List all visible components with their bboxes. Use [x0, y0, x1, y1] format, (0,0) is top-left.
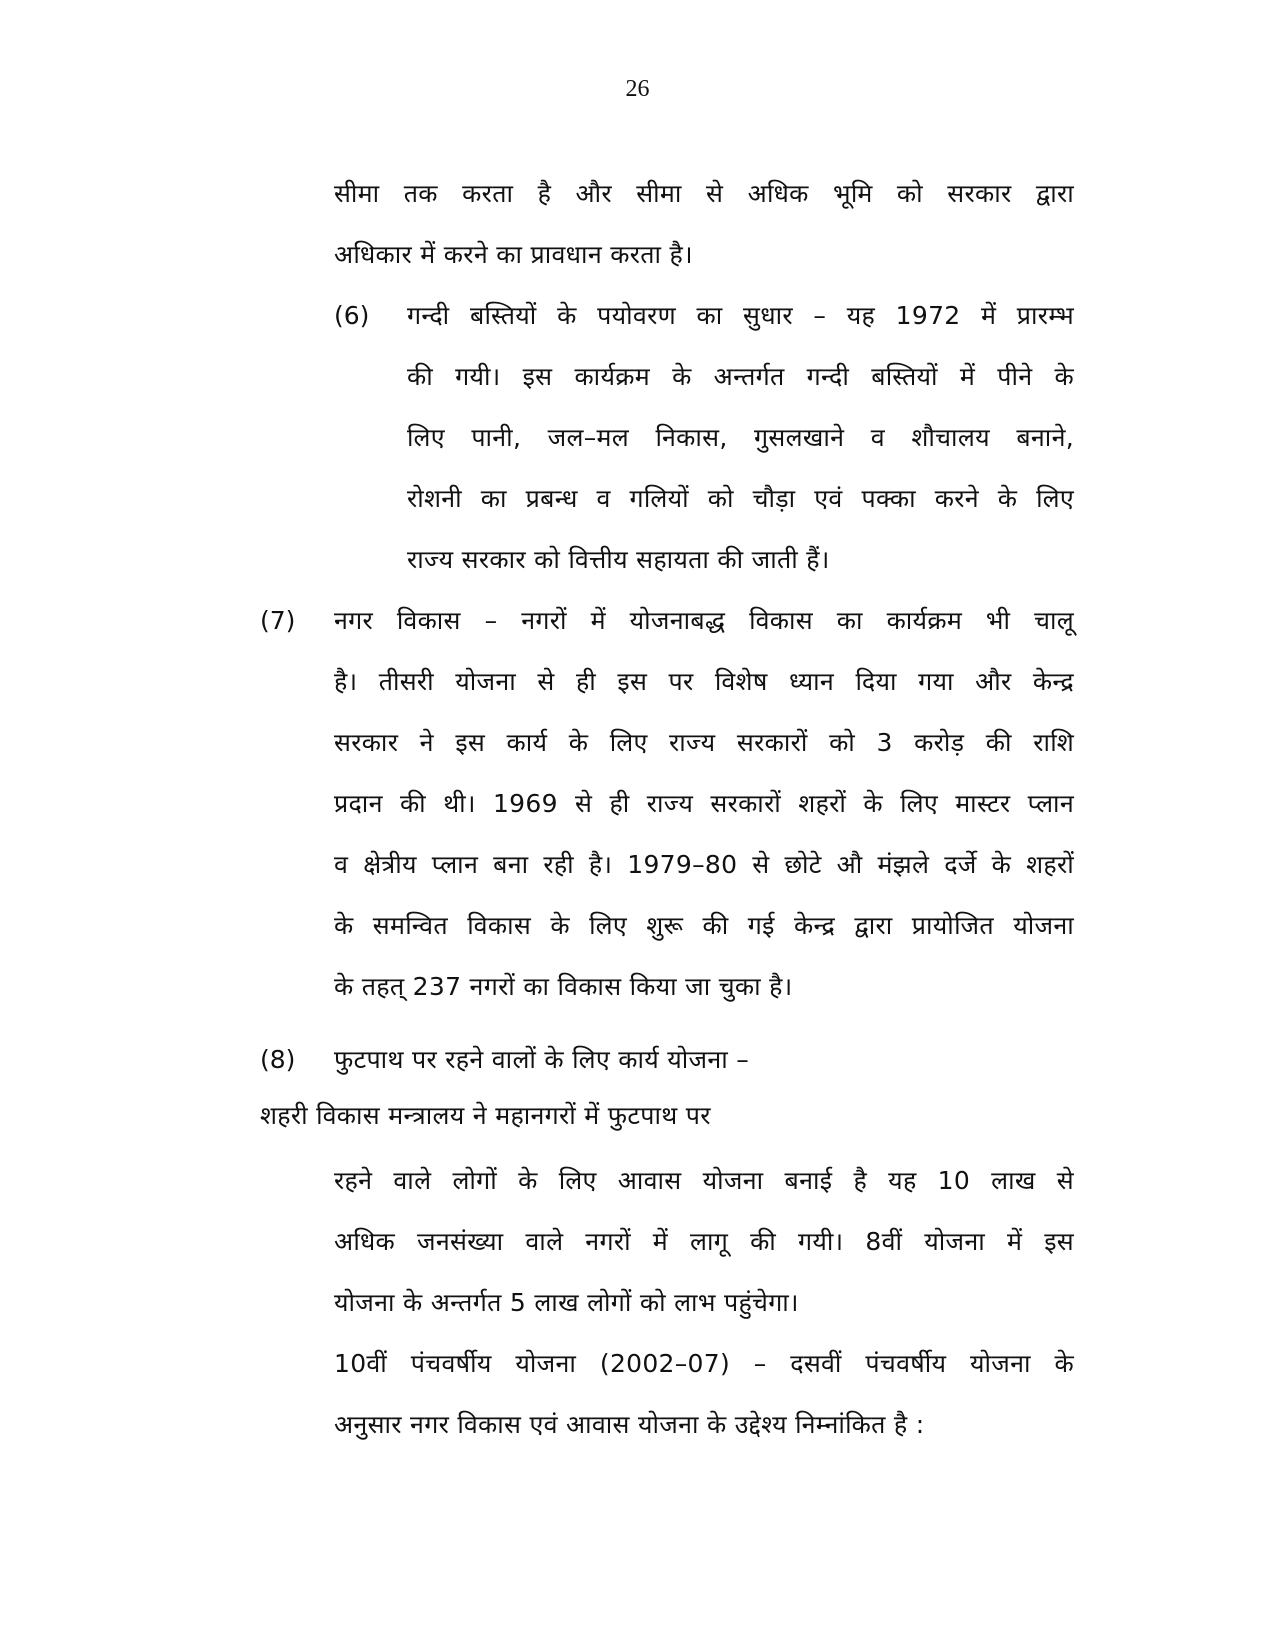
- paragraph-line: के समन्वित विकास के लिए शुरू की गई केन्द्र द्वारा प्रायोजित योजना: [334, 911, 1074, 940]
- paragraph-line: राज्य सरकार को वित्तीय सहायता की जाती हैं।: [407, 545, 830, 574]
- item-8-outdented-line: शहरी विकास मन्त्रालय ने महानगरों में फुटपाथ पर: [260, 1101, 711, 1130]
- item-8-paragraph: [334, 1150, 1074, 1333]
- item-number-8: (8): [260, 1045, 296, 1074]
- paragraph-line: नगर विकास – नगरों में योजनाबद्ध विकास का कार्यक्रम भी चालू: [334, 606, 1074, 635]
- paragraph-line: रोशनी का प्रबन्ध व गलियों को चौड़ा एवं पक्का करने के लिए: [407, 484, 1074, 513]
- item-8-heading: फुटपाथ पर रहने वालों के लिए कार्य योजना –: [334, 1045, 750, 1074]
- paragraph-line: की गयी। इस कार्यक्रम के अन्तर्गत गन्दी बस्तियों में पीने के: [407, 362, 1074, 391]
- page-number: 26: [625, 76, 650, 102]
- paragraph-line: गन्दी बस्तियों के पयोवरण का सुधार – यह 1972 में प्रारम्भ: [407, 301, 1074, 330]
- paragraph-line: लिए पानी, जल–मल निकास, गुसलखाने व शौचालय बनाने,: [407, 423, 1074, 452]
- paragraph-line: 10वीं पंचवर्षीय योजना (2002–07) – दसवीं पंचवर्षीय योजना के: [334, 1349, 1074, 1378]
- paragraph-line: योजना के अन्तर्गत 5 लाख लोगों को लाभ पहुंचेगा।: [334, 1288, 799, 1317]
- paragraph-line: अनुसार नगर विकास एवं आवास योजना के उद्देश्य निम्नांकित है :: [334, 1410, 925, 1439]
- item-number-6: (6): [334, 301, 370, 330]
- continued-paragraph: [334, 163, 1074, 285]
- paragraph-line: व क्षेत्रीय प्लान बना रही है। 1979–80 से छोटे औ मंझले दर्जे के शहरों: [334, 850, 1074, 879]
- tenth-plan-paragraph: [334, 1333, 1074, 1455]
- paragraph-line: अधिक जनसंख्या वाले नगरों में लागू की गयी। 8वीं योजना में इस: [334, 1227, 1074, 1256]
- paragraph-line: अधिकार में करने का प्रावधान करता है।: [334, 240, 693, 269]
- paragraph-line: सीमा तक करता है और सीमा से अधिक भूमि को सरकार द्वारा: [334, 179, 1074, 208]
- item-6-paragraph: [407, 285, 1074, 590]
- paragraph-line: प्रदान की थी। 1969 से ही राज्य सरकारों शहरों के लिए मास्टर प्लान: [334, 789, 1074, 818]
- paragraph-line: के तहत् 237 नगरों का विकास किया जा चुका है।: [334, 972, 793, 1001]
- item-number-7: (7): [260, 606, 296, 635]
- paragraph-line: रहने वाले लोगों के लिए आवास योजना बनाई है यह 10 लाख से: [334, 1166, 1074, 1195]
- item-7-paragraph: [334, 590, 1074, 1017]
- paragraph-line: सरकार ने इस कार्य के लिए राज्य सरकारों को 3 करोड़ की राशि: [334, 728, 1074, 757]
- paragraph-line: है। तीसरी योजना से ही इस पर विशेष ध्यान दिया गया और केन्द्र: [334, 667, 1074, 696]
